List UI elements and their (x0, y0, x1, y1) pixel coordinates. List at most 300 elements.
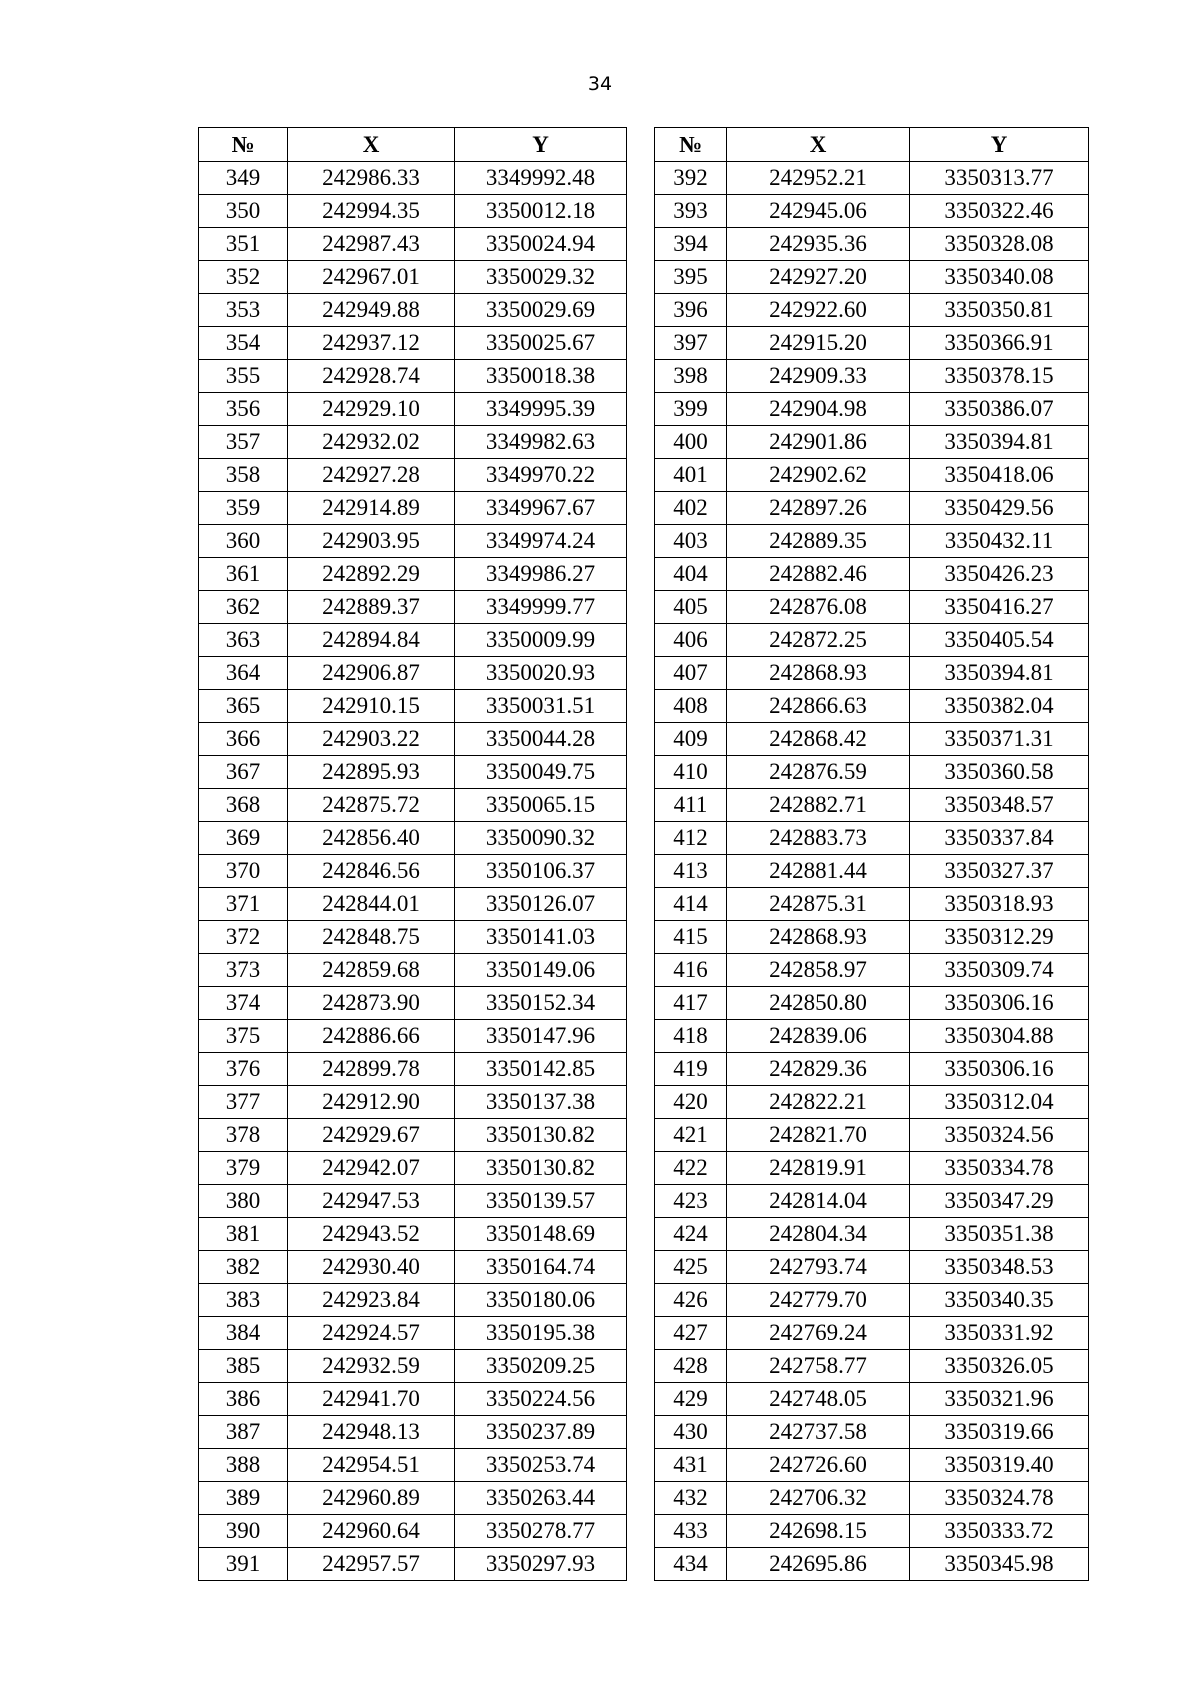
column-gap (627, 1449, 655, 1482)
right-y-coordinate-cell: 3350386.07 (910, 393, 1089, 426)
left-point-number-cell: 376 (199, 1053, 288, 1086)
right-point-number-cell: 399 (655, 393, 727, 426)
right-point-number-cell: 401 (655, 459, 727, 492)
column-gap (627, 1053, 655, 1086)
column-gap (627, 624, 655, 657)
left-y-coordinate-cell: 3350278.77 (455, 1515, 627, 1548)
column-gap (627, 855, 655, 888)
table-row (199, 294, 1089, 327)
right-y-coordinate-cell: 3350416.27 (910, 591, 1089, 624)
right-y-coordinate-cell: 3350304.88 (910, 1020, 1089, 1053)
left-point-number-cell: 370 (199, 855, 288, 888)
left-x-coordinate-cell: 242889.37 (288, 591, 455, 624)
right-y-coordinate-cell: 3350321.96 (910, 1383, 1089, 1416)
column-gap (627, 327, 655, 360)
column-gap (627, 393, 655, 426)
right-point-number-cell: 409 (655, 723, 727, 756)
right-point-number-cell: 418 (655, 1020, 727, 1053)
right-x-coordinate-cell: 242726.60 (727, 1449, 910, 1482)
left-y-coordinate-cell: 3350180.06 (455, 1284, 627, 1317)
table-row (199, 558, 1089, 591)
right-y-coordinate-cell: 3350429.56 (910, 492, 1089, 525)
header-number-left: № (199, 128, 288, 162)
left-y-coordinate-cell: 3350142.85 (455, 1053, 627, 1086)
column-gap (627, 591, 655, 624)
left-y-coordinate-cell: 3350044.28 (455, 723, 627, 756)
right-point-number-cell: 432 (655, 1482, 727, 1515)
right-point-number-cell: 394 (655, 228, 727, 261)
table-row (199, 261, 1089, 294)
left-x-coordinate-cell: 242895.93 (288, 756, 455, 789)
table-row (199, 1515, 1089, 1548)
table-row (199, 822, 1089, 855)
left-point-number-cell: 372 (199, 921, 288, 954)
column-gap (627, 954, 655, 987)
left-x-coordinate-cell: 242894.84 (288, 624, 455, 657)
left-y-coordinate-cell: 3349982.63 (455, 426, 627, 459)
left-point-number-cell: 382 (199, 1251, 288, 1284)
right-y-coordinate-cell: 3350432.11 (910, 525, 1089, 558)
right-point-number-cell: 431 (655, 1449, 727, 1482)
column-gap (627, 1251, 655, 1284)
left-point-number-cell: 363 (199, 624, 288, 657)
column-gap (627, 294, 655, 327)
left-x-coordinate-cell: 242960.64 (288, 1515, 455, 1548)
table-row (199, 756, 1089, 789)
right-x-coordinate-cell: 242881.44 (727, 855, 910, 888)
right-point-number-cell: 417 (655, 987, 727, 1020)
left-x-coordinate-cell: 242954.51 (288, 1449, 455, 1482)
header-x-left: X (288, 128, 455, 162)
right-point-number-cell: 428 (655, 1350, 727, 1383)
left-y-coordinate-cell: 3350148.69 (455, 1218, 627, 1251)
left-x-coordinate-cell: 242932.59 (288, 1350, 455, 1383)
table-row (199, 855, 1089, 888)
left-x-coordinate-cell: 242929.10 (288, 393, 455, 426)
left-y-coordinate-cell: 3350147.96 (455, 1020, 627, 1053)
table-row (199, 1185, 1089, 1218)
left-y-coordinate-cell: 3349970.22 (455, 459, 627, 492)
column-gap (627, 1317, 655, 1350)
left-x-coordinate-cell: 242947.53 (288, 1185, 455, 1218)
right-x-coordinate-cell: 242945.06 (727, 195, 910, 228)
left-y-coordinate-cell: 3350141.03 (455, 921, 627, 954)
left-y-coordinate-cell: 3350018.38 (455, 360, 627, 393)
column-gap (627, 558, 655, 591)
table-row (199, 393, 1089, 426)
table-body (199, 162, 1089, 1581)
column-gap (627, 789, 655, 822)
right-x-coordinate-cell: 242758.77 (727, 1350, 910, 1383)
right-x-coordinate-cell: 242883.73 (727, 822, 910, 855)
left-y-coordinate-cell: 3350024.94 (455, 228, 627, 261)
left-y-coordinate-cell: 3350126.07 (455, 888, 627, 921)
left-x-coordinate-cell: 242899.78 (288, 1053, 455, 1086)
column-gap (627, 888, 655, 921)
column-gap (627, 459, 655, 492)
left-point-number-cell: 369 (199, 822, 288, 855)
left-y-coordinate-cell: 3350237.89 (455, 1416, 627, 1449)
left-x-coordinate-cell: 242930.40 (288, 1251, 455, 1284)
column-gap (627, 1515, 655, 1548)
right-x-coordinate-cell: 242915.20 (727, 327, 910, 360)
right-y-coordinate-cell: 3350382.04 (910, 690, 1089, 723)
left-y-coordinate-cell: 3350012.18 (455, 195, 627, 228)
right-y-coordinate-cell: 3350340.08 (910, 261, 1089, 294)
right-y-coordinate-cell: 3350306.16 (910, 1053, 1089, 1086)
right-y-coordinate-cell: 3350350.81 (910, 294, 1089, 327)
right-point-number-cell: 413 (655, 855, 727, 888)
left-point-number-cell: 383 (199, 1284, 288, 1317)
table-row (199, 195, 1089, 228)
left-y-coordinate-cell: 3350020.93 (455, 657, 627, 690)
table-row (199, 1152, 1089, 1185)
right-point-number-cell: 407 (655, 657, 727, 690)
left-point-number-cell: 389 (199, 1482, 288, 1515)
left-point-number-cell: 360 (199, 525, 288, 558)
table-row (199, 1086, 1089, 1119)
right-y-coordinate-cell: 3350313.77 (910, 162, 1089, 195)
right-x-coordinate-cell: 242814.04 (727, 1185, 910, 1218)
left-point-number-cell: 379 (199, 1152, 288, 1185)
left-x-coordinate-cell: 242873.90 (288, 987, 455, 1020)
left-y-coordinate-cell: 3350130.82 (455, 1119, 627, 1152)
column-gap (627, 690, 655, 723)
right-x-coordinate-cell: 242793.74 (727, 1251, 910, 1284)
left-point-number-cell: 352 (199, 261, 288, 294)
right-point-number-cell: 410 (655, 756, 727, 789)
table-row (199, 1416, 1089, 1449)
left-point-number-cell: 381 (199, 1218, 288, 1251)
table-row (199, 1251, 1089, 1284)
right-y-coordinate-cell: 3350418.06 (910, 459, 1089, 492)
left-y-coordinate-cell: 3350130.82 (455, 1152, 627, 1185)
left-y-coordinate-cell: 3350137.38 (455, 1086, 627, 1119)
left-point-number-cell: 358 (199, 459, 288, 492)
left-x-coordinate-cell: 242994.35 (288, 195, 455, 228)
table-row (199, 1449, 1089, 1482)
column-gap (627, 261, 655, 294)
column-gap (627, 822, 655, 855)
left-point-number-cell: 351 (199, 228, 288, 261)
right-x-coordinate-cell: 242904.98 (727, 393, 910, 426)
right-y-coordinate-cell: 3350318.93 (910, 888, 1089, 921)
right-x-coordinate-cell: 242779.70 (727, 1284, 910, 1317)
left-y-coordinate-cell: 3350090.32 (455, 822, 627, 855)
right-point-number-cell: 402 (655, 492, 727, 525)
right-x-coordinate-cell: 242922.60 (727, 294, 910, 327)
left-x-coordinate-cell: 242846.56 (288, 855, 455, 888)
right-x-coordinate-cell: 242882.71 (727, 789, 910, 822)
right-y-coordinate-cell: 3350306.16 (910, 987, 1089, 1020)
left-y-coordinate-cell: 3350164.74 (455, 1251, 627, 1284)
table-row (199, 789, 1089, 822)
left-point-number-cell: 368 (199, 789, 288, 822)
table-row (199, 1119, 1089, 1152)
right-x-coordinate-cell: 242737.58 (727, 1416, 910, 1449)
left-y-coordinate-cell: 3350152.34 (455, 987, 627, 1020)
right-y-coordinate-cell: 3350394.81 (910, 657, 1089, 690)
right-x-coordinate-cell: 242822.21 (727, 1086, 910, 1119)
left-point-number-cell: 354 (199, 327, 288, 360)
right-x-coordinate-cell: 242897.26 (727, 492, 910, 525)
left-point-number-cell: 374 (199, 987, 288, 1020)
right-x-coordinate-cell: 242839.06 (727, 1020, 910, 1053)
left-x-coordinate-cell: 242875.72 (288, 789, 455, 822)
right-y-coordinate-cell: 3350309.74 (910, 954, 1089, 987)
left-point-number-cell: 353 (199, 294, 288, 327)
table-row (199, 1317, 1089, 1350)
table-row (199, 492, 1089, 525)
left-x-coordinate-cell: 242943.52 (288, 1218, 455, 1251)
left-x-coordinate-cell: 242942.07 (288, 1152, 455, 1185)
table-row (199, 921, 1089, 954)
right-y-coordinate-cell: 3350378.15 (910, 360, 1089, 393)
right-x-coordinate-cell: 242829.36 (727, 1053, 910, 1086)
left-y-coordinate-cell: 3350025.67 (455, 327, 627, 360)
table-row (199, 1020, 1089, 1053)
left-y-coordinate-cell: 3350106.37 (455, 855, 627, 888)
right-point-number-cell: 405 (655, 591, 727, 624)
right-x-coordinate-cell: 242858.97 (727, 954, 910, 987)
left-point-number-cell: 371 (199, 888, 288, 921)
left-y-coordinate-cell: 3350139.57 (455, 1185, 627, 1218)
left-y-coordinate-cell: 3350149.06 (455, 954, 627, 987)
left-x-coordinate-cell: 242924.57 (288, 1317, 455, 1350)
left-x-coordinate-cell: 242937.12 (288, 327, 455, 360)
right-x-coordinate-cell: 242901.86 (727, 426, 910, 459)
right-y-coordinate-cell: 3350312.04 (910, 1086, 1089, 1119)
column-gap (627, 1383, 655, 1416)
right-y-coordinate-cell: 3350324.56 (910, 1119, 1089, 1152)
left-point-number-cell: 349 (199, 162, 288, 195)
right-point-number-cell: 422 (655, 1152, 727, 1185)
left-x-coordinate-cell: 242844.01 (288, 888, 455, 921)
left-x-coordinate-cell: 242886.66 (288, 1020, 455, 1053)
left-x-coordinate-cell: 242986.33 (288, 162, 455, 195)
left-x-coordinate-cell: 242960.89 (288, 1482, 455, 1515)
left-x-coordinate-cell: 242910.15 (288, 690, 455, 723)
table-row (199, 1482, 1089, 1515)
left-y-coordinate-cell: 3349986.27 (455, 558, 627, 591)
left-point-number-cell: 386 (199, 1383, 288, 1416)
table-row (199, 228, 1089, 261)
right-point-number-cell: 426 (655, 1284, 727, 1317)
left-point-number-cell: 385 (199, 1350, 288, 1383)
left-x-coordinate-cell: 242949.88 (288, 294, 455, 327)
table-row (199, 1350, 1089, 1383)
left-point-number-cell: 388 (199, 1449, 288, 1482)
table-row (199, 525, 1089, 558)
right-y-coordinate-cell: 3350347.29 (910, 1185, 1089, 1218)
left-point-number-cell: 361 (199, 558, 288, 591)
table-row (199, 459, 1089, 492)
right-x-coordinate-cell: 242695.86 (727, 1548, 910, 1581)
left-y-coordinate-cell: 3349974.24 (455, 525, 627, 558)
right-x-coordinate-cell: 242748.05 (727, 1383, 910, 1416)
table-row (199, 690, 1089, 723)
left-x-coordinate-cell: 242848.75 (288, 921, 455, 954)
right-y-coordinate-cell: 3350340.35 (910, 1284, 1089, 1317)
right-y-coordinate-cell: 3350351.38 (910, 1218, 1089, 1251)
right-point-number-cell: 420 (655, 1086, 727, 1119)
left-y-coordinate-cell: 3350209.25 (455, 1350, 627, 1383)
left-x-coordinate-cell: 242932.02 (288, 426, 455, 459)
right-x-coordinate-cell: 242927.20 (727, 261, 910, 294)
right-x-coordinate-cell: 242769.24 (727, 1317, 910, 1350)
table-row (199, 1548, 1089, 1581)
left-point-number-cell: 380 (199, 1185, 288, 1218)
left-point-number-cell: 365 (199, 690, 288, 723)
table-row (199, 954, 1089, 987)
right-x-coordinate-cell: 242935.36 (727, 228, 910, 261)
table-row (199, 1284, 1089, 1317)
left-y-coordinate-cell: 3350195.38 (455, 1317, 627, 1350)
column-gap (627, 162, 655, 195)
right-point-number-cell: 408 (655, 690, 727, 723)
column-gap (627, 1185, 655, 1218)
table-row (199, 1053, 1089, 1086)
right-x-coordinate-cell: 242819.91 (727, 1152, 910, 1185)
left-point-number-cell: 391 (199, 1548, 288, 1581)
left-y-coordinate-cell: 3350297.93 (455, 1548, 627, 1581)
left-y-coordinate-cell: 3350029.69 (455, 294, 627, 327)
right-point-number-cell: 423 (655, 1185, 727, 1218)
right-y-coordinate-cell: 3350337.84 (910, 822, 1089, 855)
table-row (199, 657, 1089, 690)
left-point-number-cell: 359 (199, 492, 288, 525)
table-row (199, 624, 1089, 657)
column-gap (627, 1350, 655, 1383)
right-point-number-cell: 414 (655, 888, 727, 921)
right-y-coordinate-cell: 3350312.29 (910, 921, 1089, 954)
column-gap (627, 987, 655, 1020)
right-y-coordinate-cell: 3350324.78 (910, 1482, 1089, 1515)
column-gap (627, 1020, 655, 1053)
right-point-number-cell: 396 (655, 294, 727, 327)
right-x-coordinate-cell: 242698.15 (727, 1515, 910, 1548)
column-gap (627, 1152, 655, 1185)
right-y-coordinate-cell: 3350331.92 (910, 1317, 1089, 1350)
right-x-coordinate-cell: 242875.31 (727, 888, 910, 921)
left-x-coordinate-cell: 242957.57 (288, 1548, 455, 1581)
column-gap (627, 1548, 655, 1581)
table-header-row (199, 128, 1089, 162)
column-gap (627, 723, 655, 756)
right-point-number-cell: 411 (655, 789, 727, 822)
table-row (199, 987, 1089, 1020)
right-x-coordinate-cell: 242706.32 (727, 1482, 910, 1515)
left-x-coordinate-cell: 242923.84 (288, 1284, 455, 1317)
left-x-coordinate-cell: 242856.40 (288, 822, 455, 855)
right-y-coordinate-cell: 3350348.53 (910, 1251, 1089, 1284)
right-point-number-cell: 430 (655, 1416, 727, 1449)
left-x-coordinate-cell: 242928.74 (288, 360, 455, 393)
left-y-coordinate-cell: 3350009.99 (455, 624, 627, 657)
left-x-coordinate-cell: 242859.68 (288, 954, 455, 987)
right-x-coordinate-cell: 242872.25 (727, 624, 910, 657)
left-x-coordinate-cell: 242903.95 (288, 525, 455, 558)
column-gap (627, 657, 655, 690)
left-point-number-cell: 356 (199, 393, 288, 426)
right-y-coordinate-cell: 3350371.31 (910, 723, 1089, 756)
left-y-coordinate-cell: 3350263.44 (455, 1482, 627, 1515)
right-x-coordinate-cell: 242902.62 (727, 459, 910, 492)
right-y-coordinate-cell: 3350348.57 (910, 789, 1089, 822)
left-point-number-cell: 390 (199, 1515, 288, 1548)
left-y-coordinate-cell: 3350031.51 (455, 690, 627, 723)
left-y-coordinate-cell: 3349995.39 (455, 393, 627, 426)
column-gap (627, 360, 655, 393)
right-x-coordinate-cell: 242909.33 (727, 360, 910, 393)
left-y-coordinate-cell: 3350065.15 (455, 789, 627, 822)
right-y-coordinate-cell: 3350319.66 (910, 1416, 1089, 1449)
left-y-coordinate-cell: 3350049.75 (455, 756, 627, 789)
left-point-number-cell: 367 (199, 756, 288, 789)
right-point-number-cell: 412 (655, 822, 727, 855)
table-row (199, 723, 1089, 756)
right-y-coordinate-cell: 3350322.46 (910, 195, 1089, 228)
table-row (199, 1383, 1089, 1416)
left-y-coordinate-cell: 3349992.48 (455, 162, 627, 195)
right-point-number-cell: 416 (655, 954, 727, 987)
column-gap (627, 1218, 655, 1251)
right-x-coordinate-cell: 242866.63 (727, 690, 910, 723)
right-point-number-cell: 434 (655, 1548, 727, 1581)
right-point-number-cell: 427 (655, 1317, 727, 1350)
left-point-number-cell: 384 (199, 1317, 288, 1350)
right-x-coordinate-cell: 242850.80 (727, 987, 910, 1020)
right-point-number-cell: 393 (655, 195, 727, 228)
left-point-number-cell: 362 (199, 591, 288, 624)
right-point-number-cell: 400 (655, 426, 727, 459)
right-y-coordinate-cell: 3350319.40 (910, 1449, 1089, 1482)
right-point-number-cell: 433 (655, 1515, 727, 1548)
column-gap (627, 1482, 655, 1515)
left-point-number-cell: 377 (199, 1086, 288, 1119)
right-point-number-cell: 392 (655, 162, 727, 195)
header-x-right: X (727, 128, 910, 162)
right-point-number-cell: 415 (655, 921, 727, 954)
left-y-coordinate-cell: 3350253.74 (455, 1449, 627, 1482)
column-gap (627, 756, 655, 789)
left-x-coordinate-cell: 242948.13 (288, 1416, 455, 1449)
table-row (199, 888, 1089, 921)
right-x-coordinate-cell: 242876.08 (727, 591, 910, 624)
column-gap (627, 1416, 655, 1449)
left-x-coordinate-cell: 242903.22 (288, 723, 455, 756)
table-row (199, 327, 1089, 360)
right-x-coordinate-cell: 242804.34 (727, 1218, 910, 1251)
right-x-coordinate-cell: 242876.59 (727, 756, 910, 789)
column-gap (627, 1284, 655, 1317)
column-gap (627, 228, 655, 261)
right-point-number-cell: 421 (655, 1119, 727, 1152)
right-point-number-cell: 403 (655, 525, 727, 558)
left-x-coordinate-cell: 242927.28 (288, 459, 455, 492)
right-x-coordinate-cell: 242868.93 (727, 921, 910, 954)
right-y-coordinate-cell: 3350333.72 (910, 1515, 1089, 1548)
right-y-coordinate-cell: 3350394.81 (910, 426, 1089, 459)
right-x-coordinate-cell: 242868.42 (727, 723, 910, 756)
left-point-number-cell: 350 (199, 195, 288, 228)
left-point-number-cell: 373 (199, 954, 288, 987)
table-row (199, 591, 1089, 624)
header-number-right: № (655, 128, 727, 162)
right-y-coordinate-cell: 3350405.54 (910, 624, 1089, 657)
header-y-left: Y (455, 128, 627, 162)
column-gap (627, 426, 655, 459)
